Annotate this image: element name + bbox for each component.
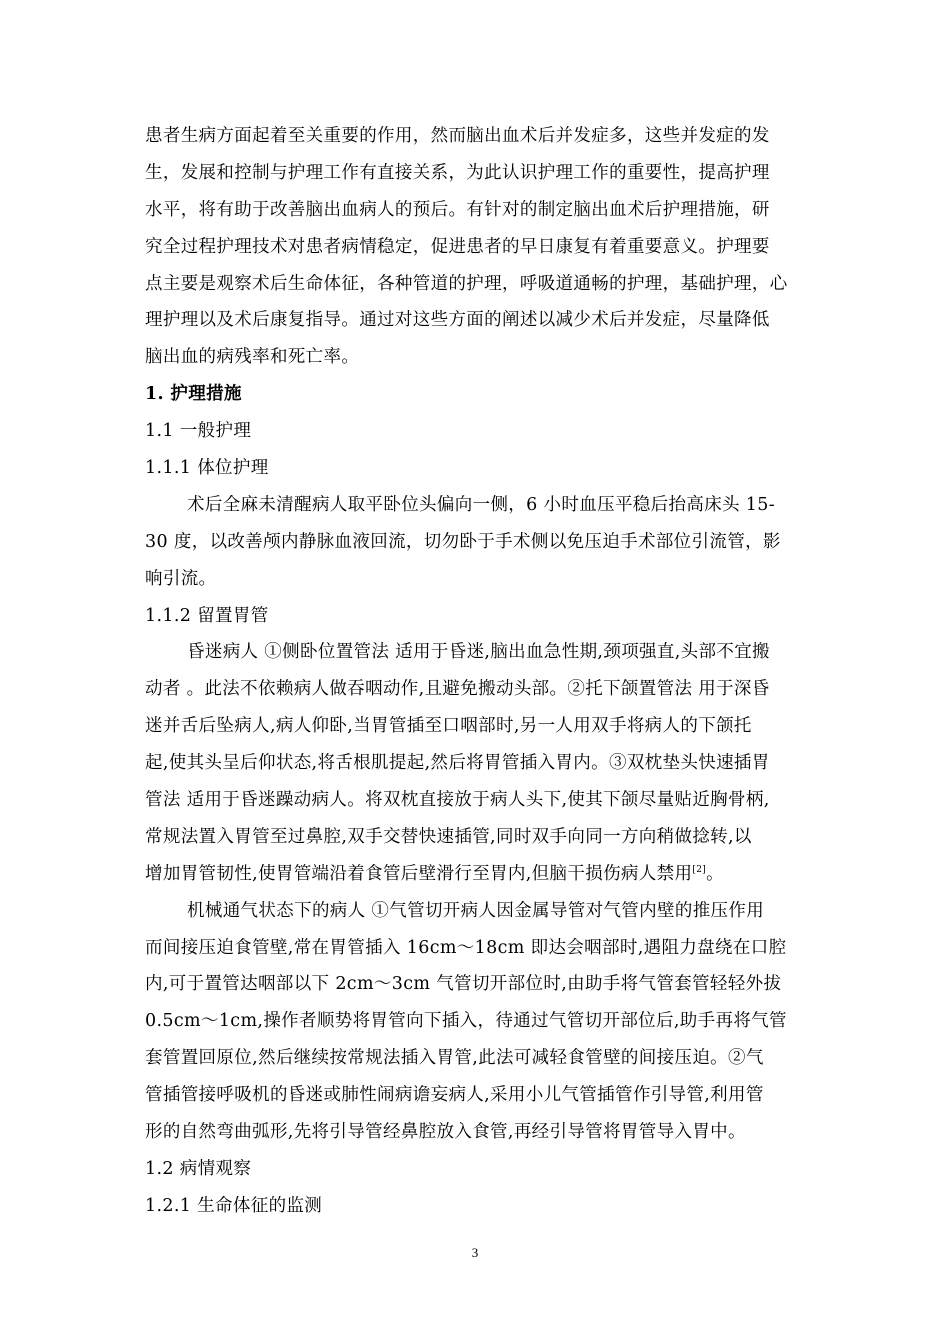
text-line: 动者 。此法不依赖病人做吞咽动作,且避免搬动头部。②托下颌置管法 用于深昏 <box>145 679 770 700</box>
text-line: 管法 适用于昏迷躁动病人。将双枕直接放于病人头下,使其下颌尽量贴近胸骨柄, <box>145 790 770 811</box>
text-line: 究全过程护理技术对患者病情稳定，促进患者的早日康复有着重要意义。护理要 <box>145 236 770 257</box>
text-line: 术后全麻未清醒病人取平卧位头偏向一侧，6 小时血压平稳后抬高床头 15- <box>187 494 776 515</box>
coma-patient-paragraph <box>145 634 807 892</box>
text-line: 理护理以及术后康复指导。通过对这些方面的阐述以减少术后并发症，尽量降低 <box>145 310 770 331</box>
text-line <box>145 856 807 893</box>
citation-reference[interactable]: [2] <box>692 864 707 875</box>
text-line: 内,可于置管达咽部以下 2cm～3cm 气管切开部位时,由助手将气管套管轻轻外拔 <box>145 974 782 995</box>
text-line: 常规法置入胃管至过鼻腔,双手交替快速插管,同时双手向同一方向稍做捻转,以 <box>145 826 752 847</box>
text-line: 点主要是观察术后生命体征，各种管道的护理，呼吸道通畅的护理，基础护理，心 <box>145 273 788 294</box>
text-span: 增加胃管韧性,使胃管端沿着食管后壁滑行至胃内,但脑干损伤病人禁用 <box>145 863 693 884</box>
position-care-paragraph <box>145 487 807 598</box>
text-line: 生，发展和控制与护理工作有直接关系，为此认识护理工作的重要性，提高护理 <box>145 162 770 183</box>
text-line: 机械通气状态下的病人 ①气管切开病人因金属导管对气管内壁的推压作用 <box>187 900 765 921</box>
text-line: 水平，将有助于改善脑出血病人的预后。有针对的制定脑出血术后护理措施，研 <box>145 199 770 220</box>
section-heading-nursing-measures: 1. 护理措施 <box>145 384 242 405</box>
text-line: 昏迷病人 ①侧卧位置管法 适用于昏迷,脑出血急性期,颈项强直,头部不宜搬 <box>187 642 770 663</box>
page-content <box>145 118 807 1225</box>
text-span: 。 <box>706 863 724 884</box>
text-line: 管插管接呼吸机的昏迷或肺性闹病谵妄病人,采用小儿气管插管作引导管,利用管 <box>145 1085 764 1106</box>
text-line: 0.5cm～1cm,操作者顺势将胃管向下插入，待通过气管切开部位后,助手再将气管 <box>145 1011 787 1032</box>
text-line: 响引流。 <box>145 568 217 589</box>
subsection-heading-general-care: 1.1 一般护理 <box>145 421 252 442</box>
intro-paragraph <box>145 118 807 376</box>
text-line: 形的自然弯曲弧形,先将引导管经鼻腔放入食管,再经引导管将胃管导入胃中。 <box>145 1122 746 1143</box>
text-line: 30 度，以改善颅内静脉血液回流，切勿卧于手术侧以免压迫手术部位引流管，影 <box>145 531 781 552</box>
text-line: 而间接压迫食管壁,常在胃管插入 16cm～18cm 即达会咽部时,遇阻力盘绕在口腔 <box>145 937 787 958</box>
page-number: 3 <box>471 1245 479 1260</box>
subsection-heading-condition-observation: 1.2 病情观察 <box>145 1158 252 1179</box>
subsection-heading-position-care: 1.1.1 体位护理 <box>145 458 269 479</box>
text-line: 患者生病方面起着至关重要的作用，然而脑出血术后并发症多，这些并发症的发 <box>145 126 770 146</box>
subsection-heading-gastric-tube: 1.1.2 留置胃管 <box>145 605 269 626</box>
subsection-heading-vital-signs: 1.2.1 生命体征的监测 <box>145 1195 323 1216</box>
ventilation-paragraph <box>145 893 807 1151</box>
text-line: 脑出血的病残率和死亡率。 <box>145 347 360 368</box>
text-line: 套管置回原位,然后继续按常规法插入胃管,此法可减轻食管壁的间接压迫。②气 <box>145 1048 764 1069</box>
text-line: 起,使其头呈后仰状态,将舌根肌提起,然后将胃管插入胃内。③双枕垫头快速插胃 <box>145 753 770 774</box>
text-line: 迷并舌后坠病人,病人仰卧,当胃管插至口咽部时,另一人用双手将病人的下颌托 <box>145 716 752 737</box>
